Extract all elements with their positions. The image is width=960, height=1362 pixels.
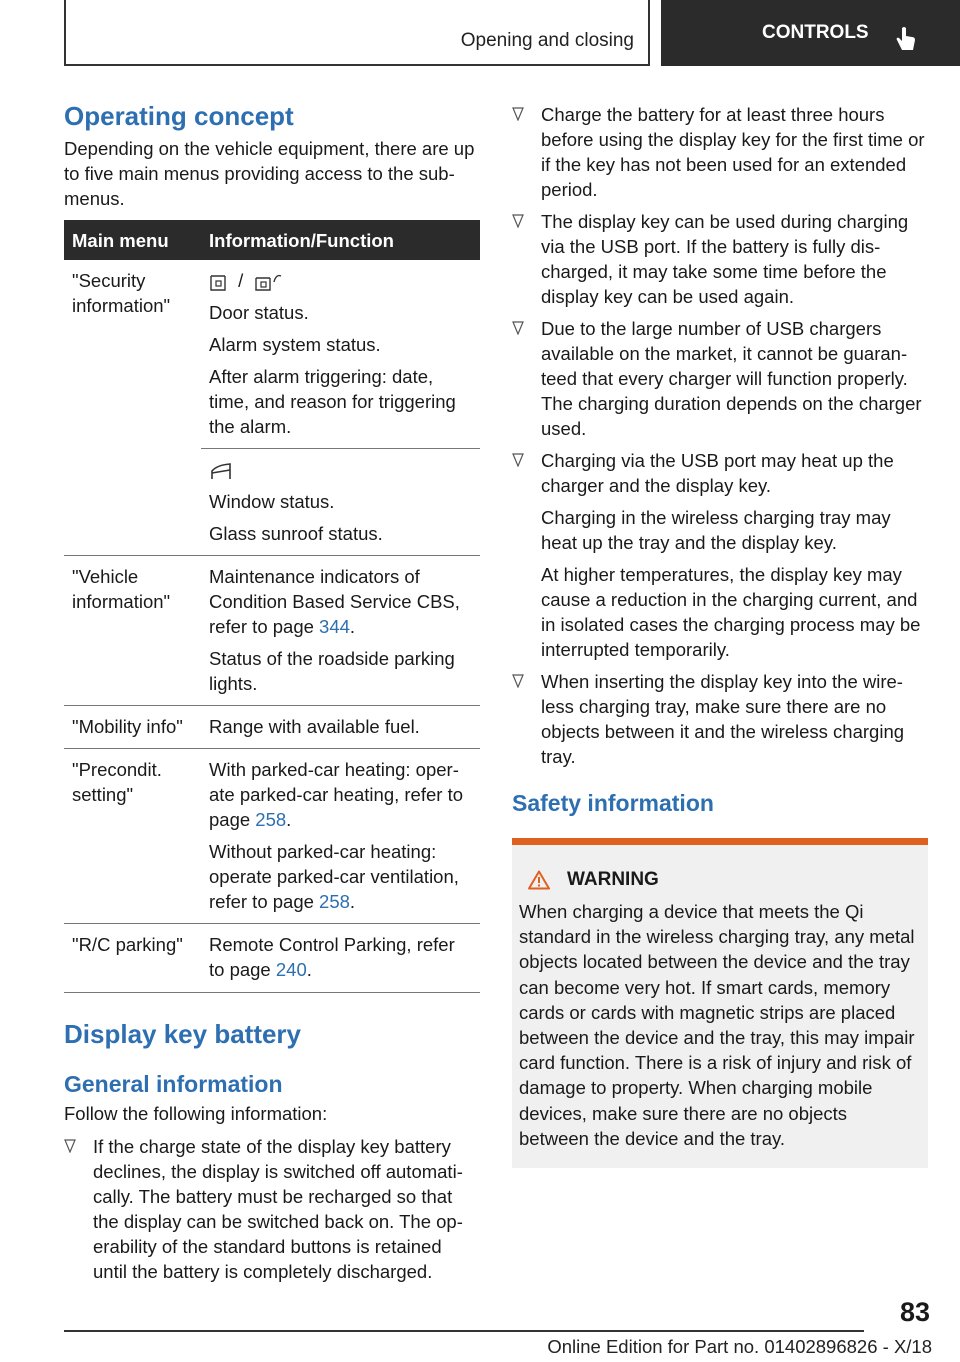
rc-text: Remote Control Parking, refer to page [209, 934, 455, 980]
window-status: Window status. [209, 491, 335, 512]
warning-triangle-icon [528, 870, 550, 890]
chapter-tab[interactable] [661, 0, 960, 66]
ventilation-text: Without parked-car heating: operate parked-car ventilation, refer to page [209, 841, 459, 912]
bullet-text: Charging via the USB port may heat up the charger and the display key. [541, 450, 894, 496]
alarm-status: Alarm system status. [209, 334, 381, 355]
general-info-title: General information [64, 1071, 283, 1097]
bullet-text: When inserting the display key into the wireless charging tray, make sure there are no objects between it and the wireless charging tray. [541, 671, 905, 767]
bullet-text: If the charge state of the display key battery declines, the display is switched off automatically. The battery must be recharged so that the display can be switched back on. The operability of the standard buttons is retained until the battery is completely discharged. [93, 1136, 463, 1282]
battery-title: Display key battery [64, 1019, 302, 1049]
triangle-bullet-icon [512, 453, 524, 467]
footer-rule [64, 1330, 864, 1332]
car-unlocked-icon [254, 272, 282, 292]
triangle-bullet-icon [64, 1139, 76, 1153]
list-item [512, 102, 928, 202]
car-locked-icon [209, 272, 227, 292]
mobility-info: Range with available fuel. [201, 706, 480, 749]
mobility-menu: "Mobility info" [64, 706, 201, 749]
rc-period: . [306, 959, 312, 980]
table-row-precondit [64, 749, 480, 924]
sunroof-status: Glass sunroof status. [209, 523, 383, 544]
warning-box [512, 838, 928, 1168]
left-column [64, 100, 480, 1291]
icon-separator: / [238, 270, 244, 291]
bullet-text: Charge the battery for at least three hours before using the display key for the first time or if the key has not been used for an extended period. [541, 104, 925, 200]
col-information-function: Information/Function [201, 220, 480, 260]
warning-text: When charging a device that meets the Qi standard in the wireless charging tray, any metal objects located between the device and the tray can become very hot. If smart cards, memory cards or cards with magnetic strips are placed between the device and the tray, this may impair card function. There is a risk of injury and risk of damage to property. When charging mobile devices, make sure there are no objects between the device and the tray. [519, 901, 915, 1149]
heating-text: With parked-car heating: operate parked-car heating, refer to page [209, 759, 464, 830]
safety-info-title: Safety information [512, 790, 714, 816]
bullet-text: The display key can be used during charging via the USB port. If the battery is fully discharged, it may take some time before the display key can be used again. [541, 211, 909, 307]
table-row-security [64, 260, 480, 449]
warning-label: WARNING [567, 869, 659, 890]
table-row-rc-parking [64, 924, 480, 993]
col-main-menu: Main menu [64, 220, 201, 260]
vehicle-info [201, 556, 480, 706]
triangle-bullet-icon [512, 674, 524, 688]
list-item [512, 209, 928, 309]
page-link-344[interactable]: 344 [319, 616, 350, 637]
heating-period: . [286, 809, 292, 830]
header-frame [64, 0, 650, 66]
ventilation-period: . [349, 891, 356, 912]
page-link-240[interactable]: 240 [275, 959, 307, 980]
security-menu: "Security information" [64, 260, 201, 556]
window-icon [209, 461, 233, 481]
section-title: Opening and closing [460, 30, 634, 51]
operating-concept-title: Operating concept [64, 101, 294, 131]
bullet-text: Due to the large number of USB chargers available on the market, it cannot be guaranteed that every charger will function properly. The charging duration depends on the charger used. [541, 318, 922, 439]
list-item [512, 448, 928, 662]
rc-info [201, 924, 480, 993]
parking-lights-status: Status of the roadside parking lights. [209, 648, 455, 694]
right-column [512, 102, 928, 817]
door-status: Door status. [209, 302, 309, 323]
triangle-bullet-icon [512, 214, 524, 228]
table-row-mobility [64, 706, 480, 749]
precondit-menu: "Precondit. setting" [64, 749, 201, 924]
vehicle-menu: "Vehicle information" [64, 556, 201, 706]
page-link-258-b[interactable]: 258 [319, 891, 350, 912]
battery-list [512, 102, 928, 769]
window-info [201, 449, 480, 556]
chapter-label: CONTROLS [762, 22, 869, 43]
bullet-text: Charging in the wireless charging tray may heat up the tray and the display key. [541, 507, 891, 553]
operating-concept-intro: Depending on the vehicle equipment, there are up to five main menus providing access to the sub-menus. [64, 138, 475, 209]
hand-pointer-icon [894, 26, 918, 54]
page-link-258[interactable]: 258 [255, 809, 287, 830]
warning-header [519, 867, 920, 893]
cbs-period: . [349, 616, 356, 637]
cbs-text: Maintenance indicators of Condition Based Service CBS, refer to page [209, 566, 460, 637]
alarm-triggering: After alarm triggering: date, time, and reason for triggering the alarm. [209, 366, 456, 437]
bullet-text: At higher temperatures, the display key may cause a reduction in the charging current, and in isolated cases the charging process may be interrupted temporarily. [541, 564, 921, 660]
list-item [512, 316, 928, 441]
footer-edition: Online Edition for Part no. 01402896826 - X/18 [547, 1336, 932, 1357]
main-menu-table [64, 220, 480, 993]
security-info [201, 260, 480, 449]
list-item [64, 1134, 480, 1284]
rc-menu: "R/C parking" [64, 924, 201, 993]
general-list [64, 1134, 480, 1284]
precondit-info [201, 749, 480, 924]
general-intro: Follow the following information: [64, 1103, 328, 1124]
triangle-bullet-icon [512, 321, 524, 335]
triangle-bullet-icon [512, 107, 524, 121]
page-number: 83 [899, 1297, 930, 1327]
list-item [512, 669, 928, 769]
table-row-vehicle [64, 556, 480, 706]
